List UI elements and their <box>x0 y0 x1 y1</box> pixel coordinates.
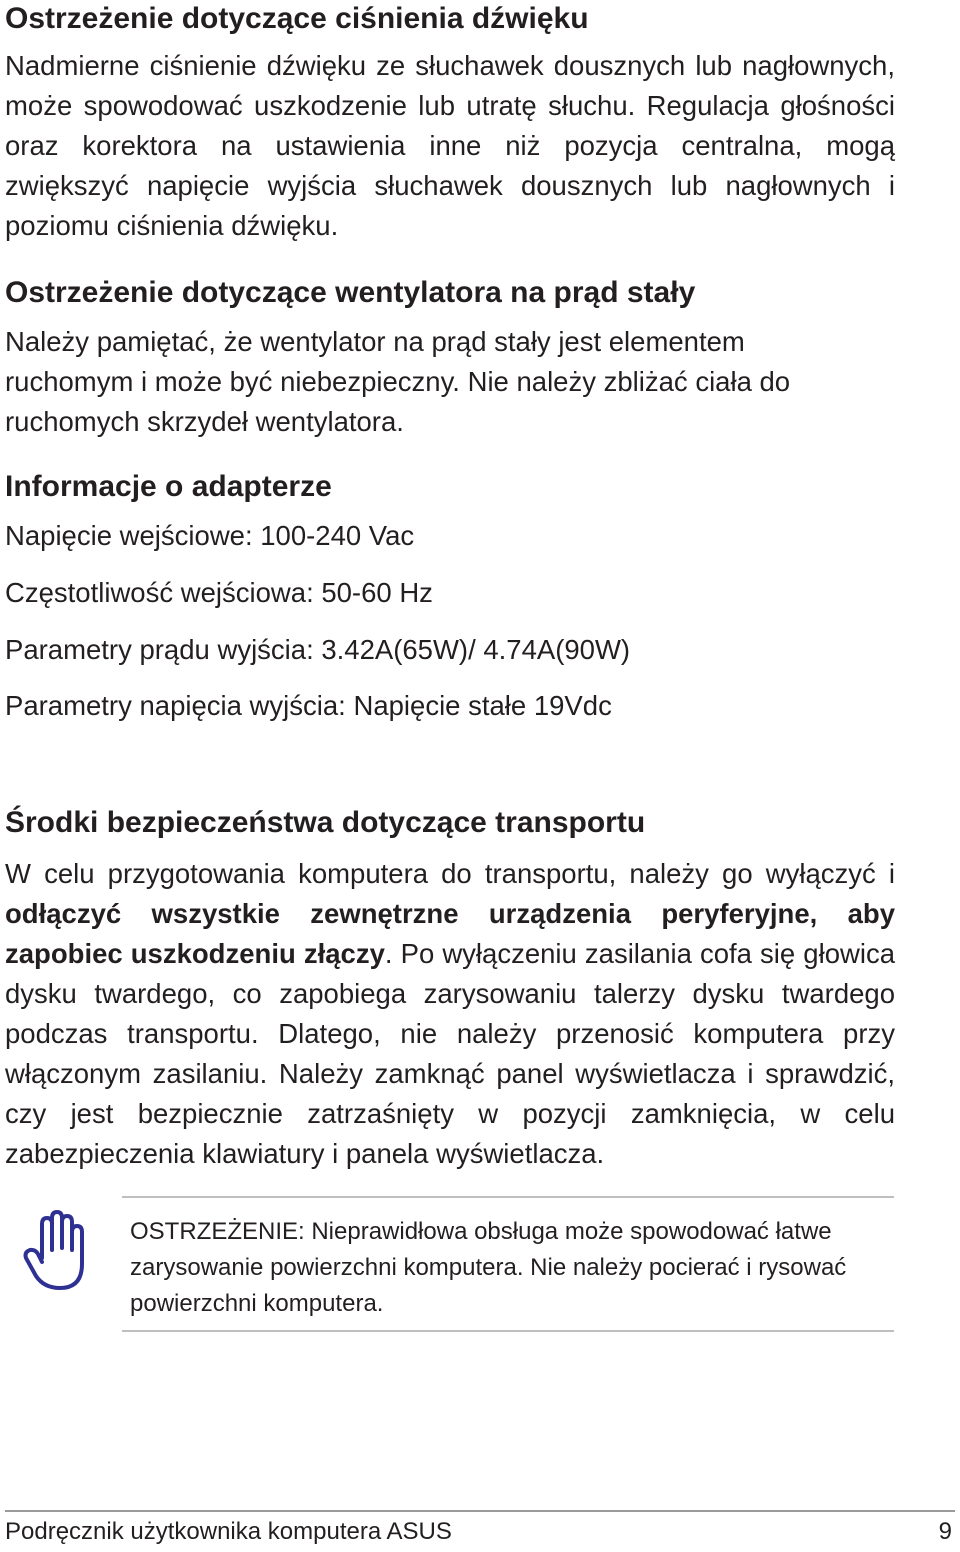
sound-pressure-body: Nadmierne ciśnienie dźwięku ze słuchawek dousznych lub nagłownych, może spowodować uszkodzenie lub utratę słuchu. Regulacja głośności oraz korektora na ustawienia inne niż pozycja centralna, mogą zwiększyć napięcie wyjścia słuchawek dousznych lub nagłownych i poziomu ciśnienia dźwięku. <box>5 50 895 241</box>
transport-heading: Środki bezpieczeństwa dotyczące transportu <box>5 806 646 839</box>
footer-divider <box>5 1510 955 1512</box>
transport-body-end: . Po wyłączeniu zasilania cofa się głowica dysku twardego, co zapobiega zarysowaniu talerzy dysku twardego podczas transportu. Dlatego, nie należy przenosić komputera przy włączonym zasilaniu. Należy zamknąć panel wyświetlacza i sprawdzić, czy jest bezpiecznie zatrzaśnięty w pozycji zamknięcia, w celu zabezpieczenia klawiatury i panela wyświetlacza. <box>5 938 895 1169</box>
warning-text: OSTRZEŻENIE: Nieprawidłowa obsługa może spowodować łatwe zarysowanie powierzchni komputera. Nie należy pocierać i rysować powierzchni komputera. <box>130 1218 847 1317</box>
adapter-input-voltage: Napięcie wejściowe: 100-240 Vac <box>5 520 415 551</box>
hand-stop-icon <box>22 1210 88 1292</box>
dc-fan-body: Należy pamiętać, że wentylator na prąd stały jest elementem ruchomym i może być niebezpieczny. Nie należy zbliżać ciała do ruchomych skrzydeł wentylatora. <box>5 326 791 437</box>
adapter-output-voltage: Parametry napięcia wyjścia: Napięcie stałe 19Vdc <box>5 690 612 721</box>
dc-fan-heading: Ostrzeżenie dotyczące wentylatora na prąd stały <box>5 276 696 309</box>
adapter-input-frequency: Częstotliwość wejściowa: 50-60 Hz <box>5 577 433 608</box>
sound-pressure-heading: Ostrzeżenie dotyczące ciśnienia dźwięku <box>5 2 589 35</box>
adapter-heading: Informacje o adapterze <box>5 470 332 503</box>
page-number: 9 <box>938 1518 952 1545</box>
adapter-output-current: Parametry prądu wyjścia: 3.42A(65W)/ 4.74A(90W) <box>5 634 631 665</box>
transport-body <box>5 854 895 1174</box>
warning-box <box>122 1196 894 1332</box>
transport-body-bold: odłączyć wszystkie zewnętrzne urządzenia peryferyjne, aby zapobiec uszkodzeniu złączy <box>5 898 895 969</box>
transport-body-start: W celu przygotowania komputera do transportu, należy go wyłączyć i <box>5 858 895 889</box>
footer-title: Podręcznik użytkownika komputera ASUS <box>5 1518 452 1545</box>
